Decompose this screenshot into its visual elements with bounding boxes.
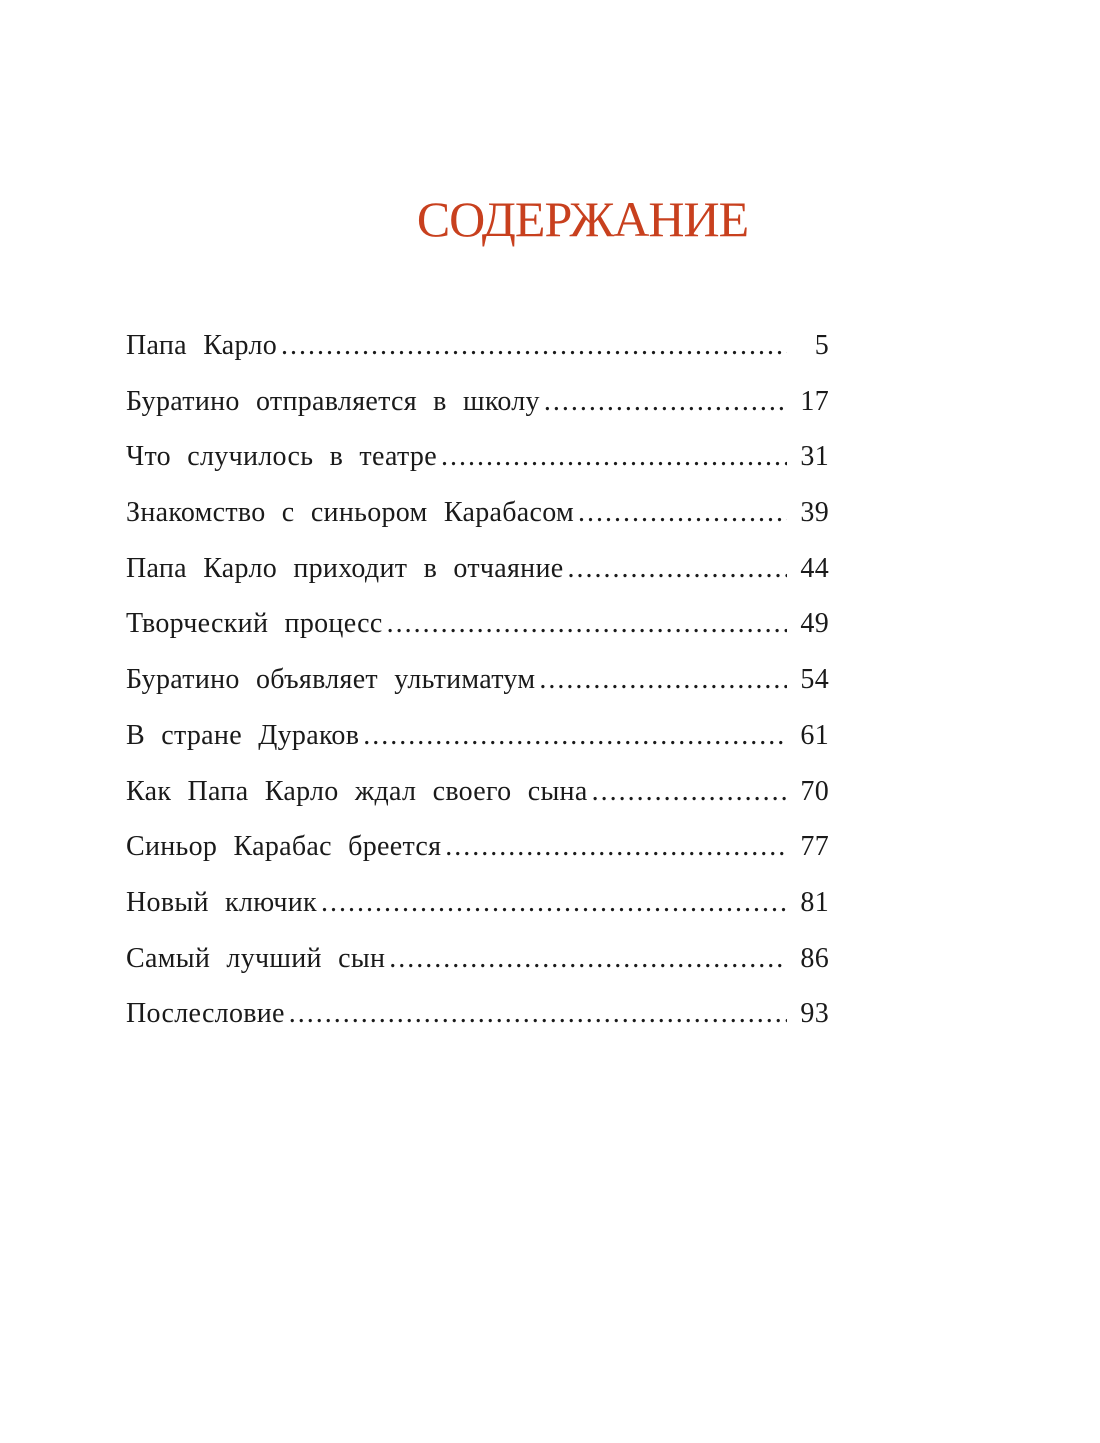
toc-entry[interactable]	[126, 497, 829, 553]
toc-entry-title: Буратино отправляется в школу	[126, 385, 540, 417]
toc-entry-page: 31	[800, 441, 829, 473]
toc-entry[interactable]	[126, 720, 829, 776]
dot-leader	[321, 887, 787, 919]
toc-entry-title: Самый лучший сын	[126, 942, 386, 974]
page-title: СОДЕРЖАНИЕ	[416, 191, 749, 247]
toc-entry-page: 49	[800, 608, 829, 640]
dot-leader	[389, 943, 787, 975]
dot-leader	[578, 497, 787, 529]
toc-entry-title: Знакомство с синьором Карабасом	[126, 497, 575, 529]
dot-leader	[445, 831, 787, 863]
toc-entry-page: 44	[800, 552, 829, 584]
toc-entry[interactable]	[126, 386, 829, 442]
toc-entry-page: 5	[814, 330, 829, 361]
toc-entry-title: Новый ключик	[126, 886, 317, 918]
toc-entry-title: Творческий процесс	[126, 608, 383, 640]
toc-entry-title: В стране Дураков	[126, 719, 360, 751]
toc-entry-title: Буратино объявляет ультиматум	[126, 664, 536, 696]
toc-entry[interactable]	[126, 776, 829, 832]
toc-entry[interactable]	[126, 553, 829, 609]
table-of-contents	[126, 330, 829, 1054]
dot-leader	[592, 776, 787, 808]
toc-entry-page: 86	[800, 942, 829, 974]
toc-entry-page: 70	[800, 775, 829, 807]
dot-leader	[544, 386, 787, 418]
toc-entry[interactable]	[126, 943, 829, 999]
toc-entry-title: Как Папа Карло ждал своего сына	[126, 775, 588, 807]
toc-entry-title: Папа Карло	[126, 330, 278, 361]
toc-entry-page: 17	[800, 385, 829, 417]
toc-entry[interactable]	[126, 831, 829, 887]
toc-entry[interactable]	[126, 608, 829, 664]
toc-entry-page: 39	[800, 497, 829, 529]
toc-entry-title: Послесловие	[126, 998, 285, 1030]
toc-entry[interactable]	[126, 887, 829, 943]
dot-leader	[387, 608, 787, 640]
dot-leader	[363, 720, 787, 752]
toc-entry-page: 93	[800, 998, 829, 1030]
toc-entry-title: Что случилось в театре	[126, 441, 437, 473]
toc-entry-title: Папа Карло приходит в отчаяние	[126, 552, 564, 584]
toc-entry-page: 54	[800, 664, 829, 696]
dot-leader	[539, 664, 787, 696]
dot-leader	[289, 998, 787, 1030]
toc-entry[interactable]	[126, 664, 829, 720]
toc-entry[interactable]	[126, 330, 829, 386]
dot-leader	[281, 330, 787, 362]
toc-entry-page: 77	[800, 831, 829, 863]
toc-entry[interactable]	[126, 441, 829, 497]
toc-entry-title: Синьор Карабас бреется	[126, 831, 442, 863]
toc-entry-page: 81	[800, 886, 829, 918]
toc-entry[interactable]	[126, 998, 829, 1054]
toc-entry-page: 61	[800, 719, 829, 751]
dot-leader	[567, 553, 787, 585]
dot-leader	[441, 441, 787, 473]
